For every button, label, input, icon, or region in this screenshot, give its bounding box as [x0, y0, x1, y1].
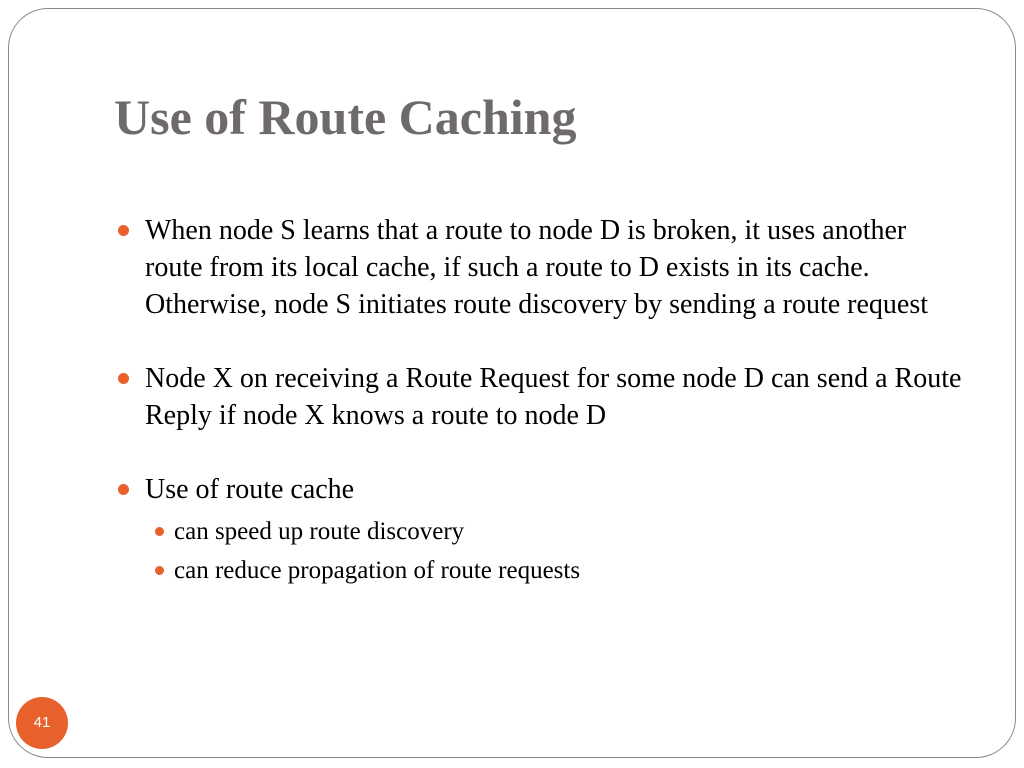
bullet-text: When node S learns that a route to node D is broken, it uses another route from its local cache, if such a route to D exists in its cache. Otherwise, node S initiates route discovery by sending a route request	[145, 215, 929, 320]
sub-bullet-text: can speed up route discovery	[174, 518, 465, 545]
page-number-badge: 41	[16, 697, 68, 749]
bullet-dot-icon	[118, 225, 129, 236]
bullet-item	[118, 212, 968, 323]
bullet-dot-icon	[118, 373, 129, 384]
sub-bullet-dot-icon	[155, 566, 164, 575]
sub-bullet-list	[118, 512, 968, 590]
slide-title: Use of Route Caching	[114, 89, 577, 145]
sub-bullet-dot-icon	[155, 527, 164, 536]
bullet-text: Use of route cache	[145, 474, 355, 505]
sub-bullet-item	[118, 512, 968, 551]
bullet-item	[118, 471, 968, 508]
bullet-text: Node X on receiving a Route Request for some node D can send a Route Reply if node X knows a route to node D	[145, 363, 962, 431]
sub-bullet-item	[118, 551, 968, 590]
sub-bullet-text: can reduce propagation of route requests	[174, 557, 581, 584]
bullet-dot-icon	[118, 484, 129, 495]
bullet-item	[118, 360, 968, 434]
slide-body	[118, 212, 968, 590]
